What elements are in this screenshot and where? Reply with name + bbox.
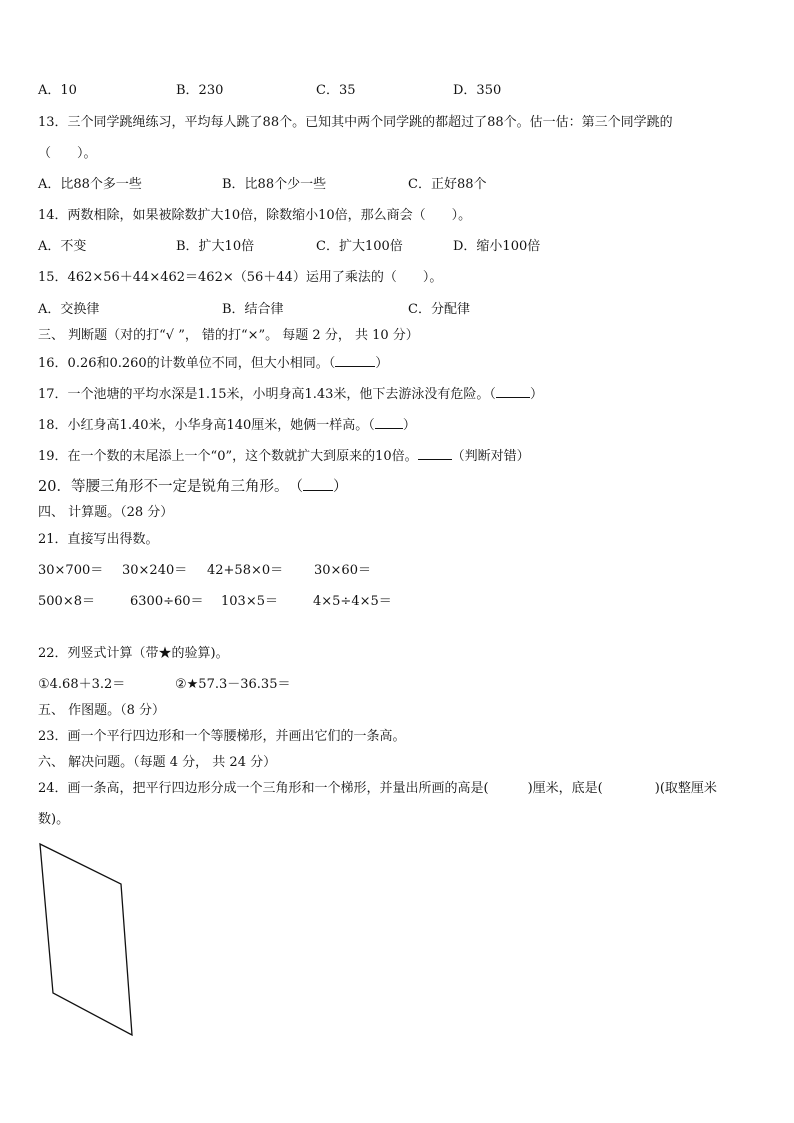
q22-item-1: ①4.68＋3.2＝ (38, 677, 126, 692)
q19-end: （判断对错） (451, 449, 530, 464)
q14-option-d: D．缩小100倍 (453, 239, 541, 254)
section-3-title: 三、 判断题（对的打“√ ”， 错的打“×”。 每题 2 分， 共 10 分） (38, 328, 419, 343)
q13-option-a: A．比88个多一些 (38, 177, 142, 192)
q12-option-a: A．10 (38, 83, 77, 98)
q12-option-d: D．350 (453, 83, 502, 98)
section-6-title: 六、 解决问题。（每题 4 分， 共 24 分） (38, 755, 277, 770)
q12-option-c: C．35 (316, 83, 356, 98)
q15-option-a: A．交换律 (38, 302, 100, 317)
q14-option-c: C．扩大100倍 (316, 239, 403, 254)
q17-end: ） (529, 387, 543, 402)
q14-question: 14．两数相除，如果被除数扩大10倍，除数缩小10倍，那么商会（ ）。 (38, 208, 472, 223)
q21-calc: 30×700＝ (38, 563, 104, 578)
q16-end: ） (375, 356, 389, 371)
section-4-title: 四、 计算题。（28 分） (38, 505, 174, 520)
q21-calc: 30×60＝ (314, 563, 371, 578)
q18-text: 18．小红身高1.40米，小华身高140厘米，她俩一样高。（ (38, 418, 375, 433)
q18-end: ） (402, 418, 416, 433)
q13-question: 13．三个同学跳绳练习，平均每人跳了88个。已知其中两个同学跳的都超过了88个。估一估：第三个同学跳的 (38, 115, 673, 130)
q13-option-c: C．正好88个 (408, 177, 487, 192)
q13-question-cont: （ ）。 (38, 146, 97, 161)
q16-text: 16．0.26和0.260的计数单位不同，但大小相同。（ (38, 356, 336, 371)
q12-option-b: B．230 (176, 83, 224, 98)
q21-calc: 103×5＝ (221, 594, 278, 609)
q20-text: 20．等腰三角形不一定是锐角三角形。 （ (38, 479, 303, 495)
q14-option-a: A．不变 (38, 239, 87, 254)
q24-question-cont: 数)。 (38, 812, 70, 827)
q20-end: ） (332, 479, 348, 495)
q17-text: 17．一个池塘的平均水深是1.15米，小明身高1.43米，他下去游泳没有危险。（ (38, 387, 496, 402)
q21-calc: 42+58×0＝ (207, 563, 284, 578)
q14-option-b: B．扩大10倍 (176, 239, 255, 254)
q21-calc: 4×5÷4×5＝ (313, 594, 392, 609)
q15-question: 15．462×56＋44×462＝462×（56＋44）运用了乘法的（ ）。 (38, 270, 443, 285)
q22-item-2: ②★57.3－36.35＝ (175, 677, 291, 692)
q21-question: 21．直接写出得数。 (38, 532, 159, 547)
section-5-title: 五、 作图题。（8 分） (38, 703, 166, 718)
q13-option-b: B．比88个少一些 (222, 177, 327, 192)
q15-option-c: C．分配律 (408, 302, 470, 317)
q15-option-b: B．结合律 (222, 302, 284, 317)
q21-calc: 30×240＝ (122, 563, 188, 578)
q22-question: 22．列竖式计算（带★的验算)。 (38, 646, 229, 661)
q21-calc: 6300÷60＝ (130, 594, 204, 609)
q21-calc: 500×8＝ (38, 594, 95, 609)
q24-question: 24．画一条高，把平行四边形分成一个三角形和一个梯形，并量出所画的高是( )厘米，底是( )(取整厘米 (38, 781, 717, 796)
q23-question: 23．画一个平行四边形和一个等腰梯形，并画出它们的一条高。 (38, 729, 406, 744)
q19-text: 19．在一个数的末尾添上一个“0”，这个数就扩大到原来的10倍。 (38, 449, 418, 464)
parallelogram (40, 844, 132, 1035)
